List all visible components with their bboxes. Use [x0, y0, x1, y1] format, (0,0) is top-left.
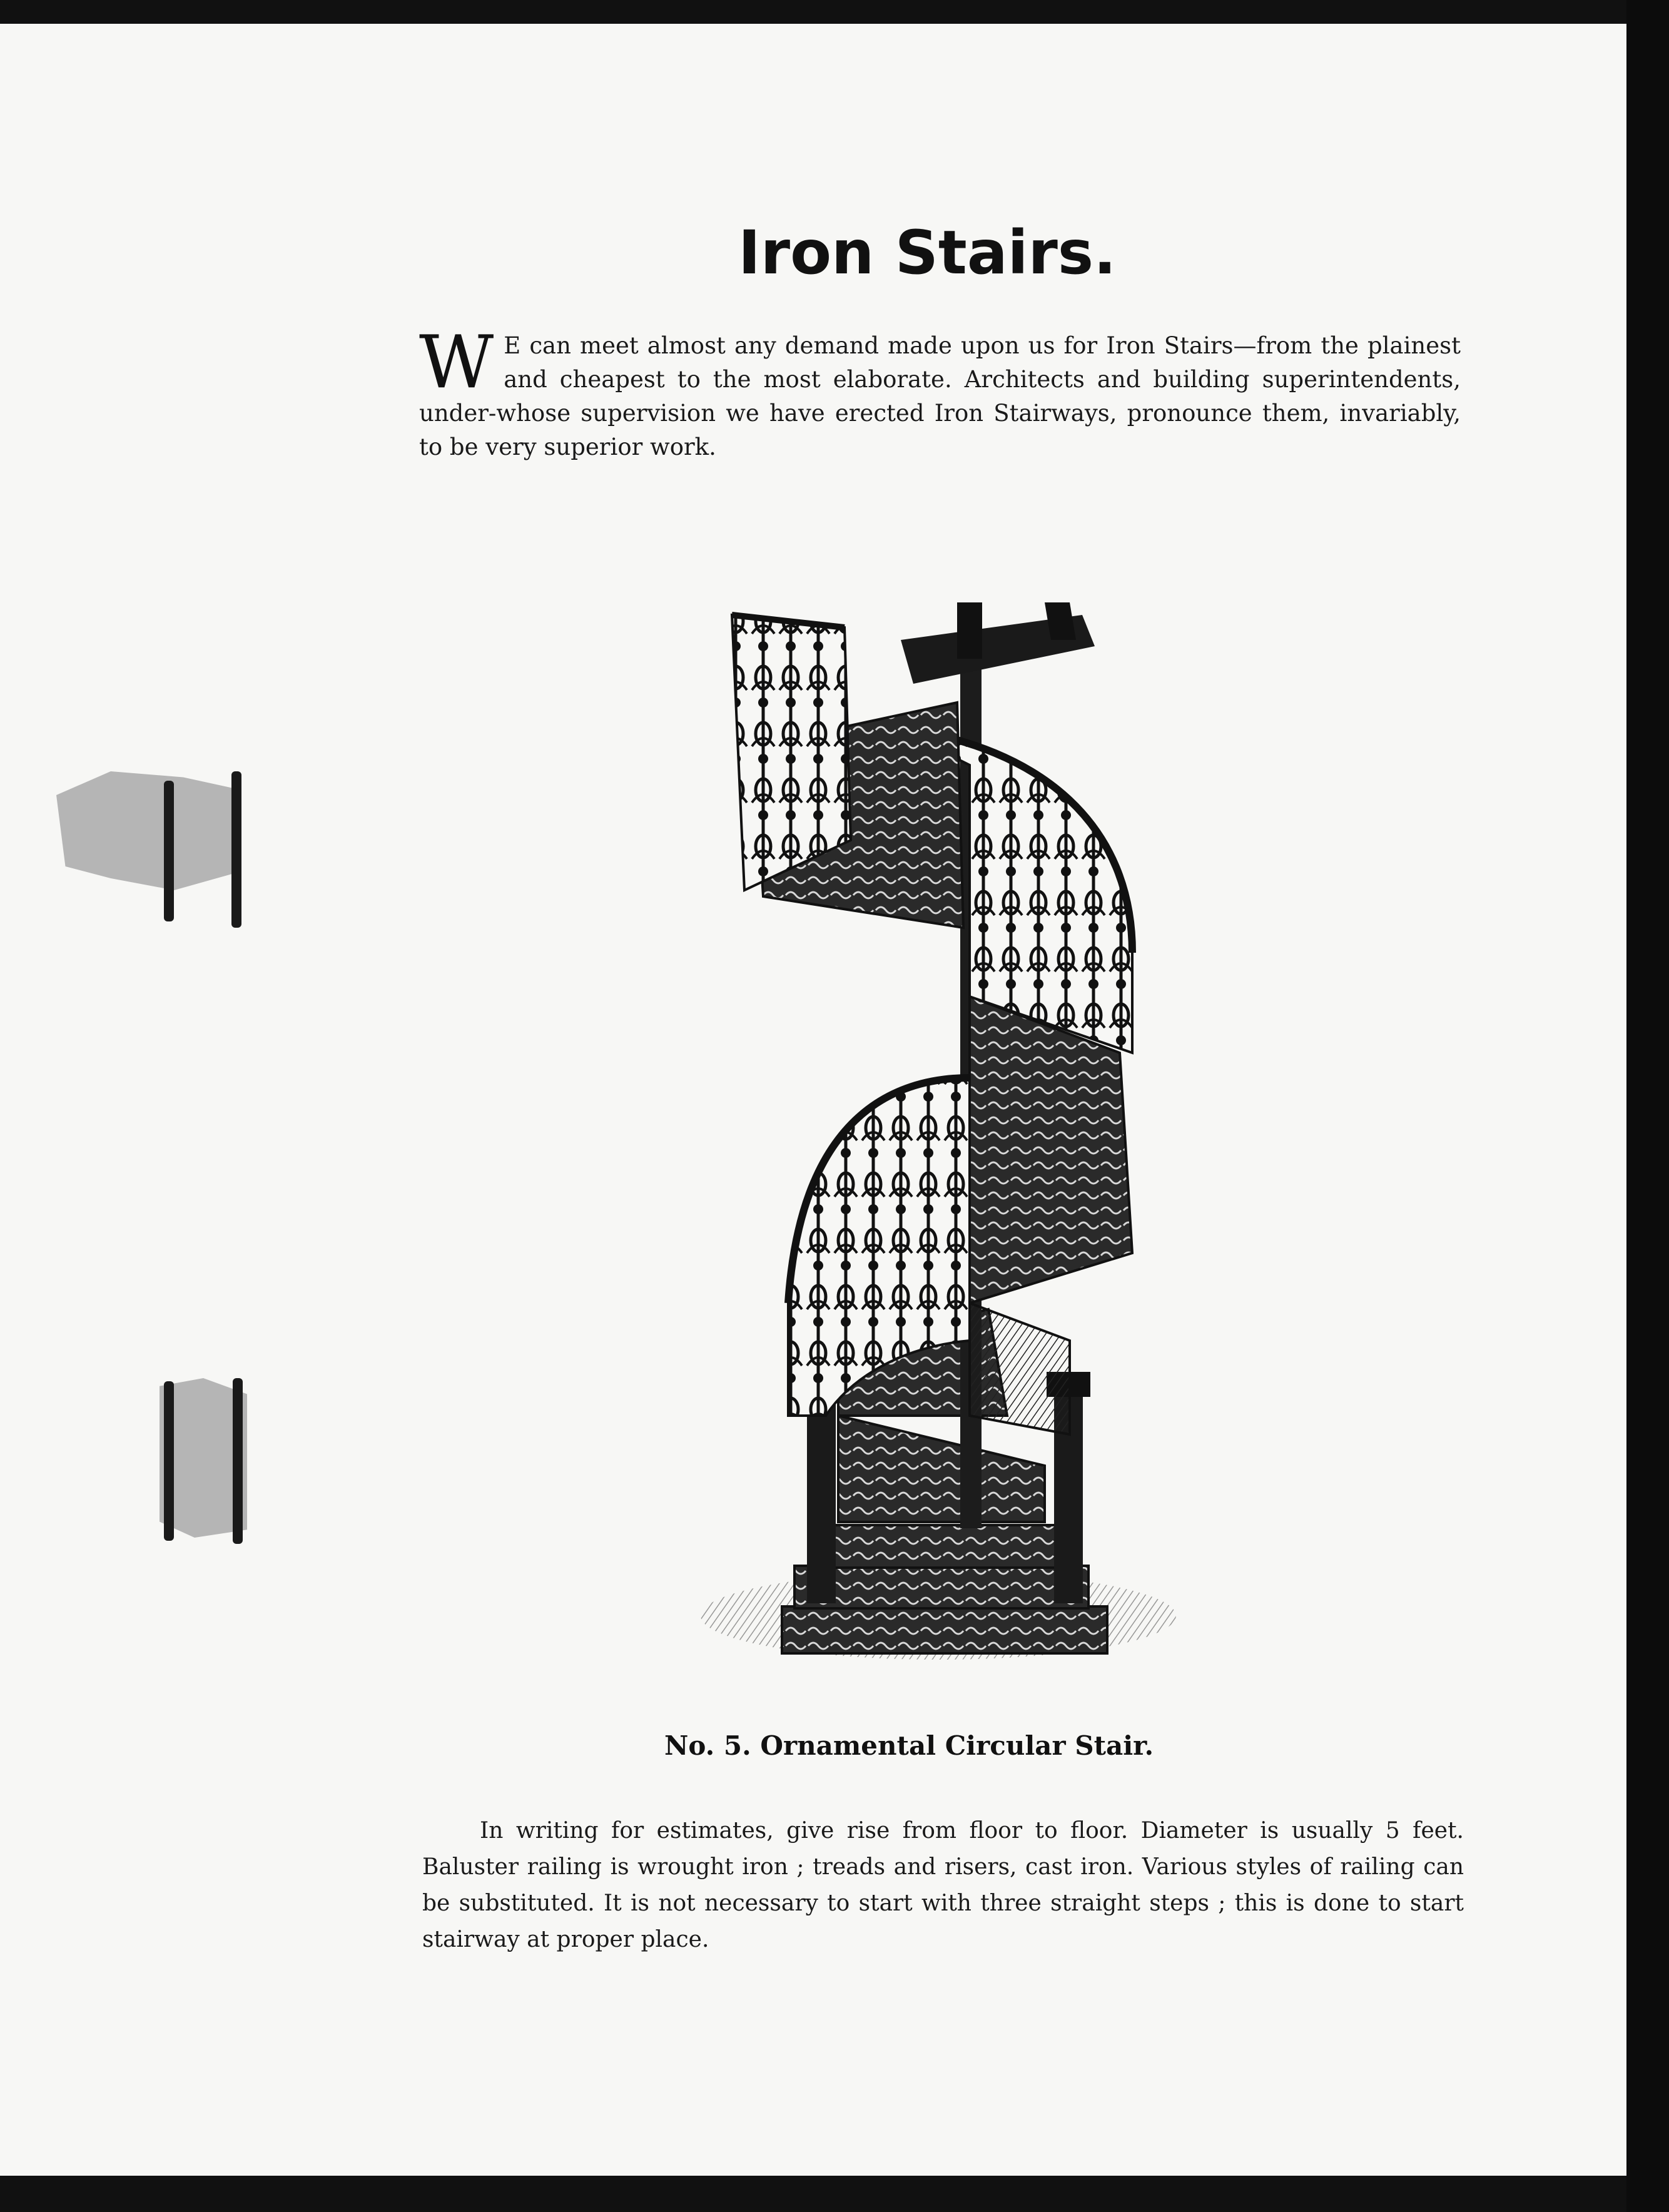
- figure-caption: No. 5. Ornamental Circular Stair.: [664, 1730, 1154, 1761]
- intro-paragraph: [419, 320, 1461, 464]
- scan-edge-right: [1626, 0, 1669, 2212]
- binding-mark-lower-left: [164, 1381, 174, 1541]
- drop-cap: W: [419, 320, 494, 405]
- document-page: [0, 24, 1626, 2176]
- estimate-instructions: In writing for estimates, give rise from floor to floor. Diameter is usually 5 feet. Baluster railing is wrought iron ; treads and risers, cast iron. Various styles of railing can be substituted. It is not necessary to start with three straight steps ; this is done to start stairway at proper place.: [422, 1818, 1464, 1952]
- upper-railing-left: [732, 615, 851, 890]
- newel-post-left: [807, 1391, 836, 1603]
- binding-mark-upper-right: [231, 771, 241, 928]
- intro-text: E can meet almost any demand made upon us for Iron Stairs—from the plainest and cheapest to the most elaborate. Architects and building superintendents, under-whose supervision we have erected Iron Stairways, pronounce them, invariably, to be very superior work.: [419, 332, 1461, 460]
- base-step: [782, 1606, 1107, 1653]
- page-title: Iron Stairs.: [738, 218, 1117, 288]
- spiral-staircase-illustration: [694, 602, 1182, 1666]
- lower-steps: [838, 1416, 1045, 1522]
- binding-tear-upper: [56, 771, 238, 890]
- binding-mark-upper-left: [164, 781, 174, 921]
- binding-mark-lower-right: [233, 1378, 243, 1544]
